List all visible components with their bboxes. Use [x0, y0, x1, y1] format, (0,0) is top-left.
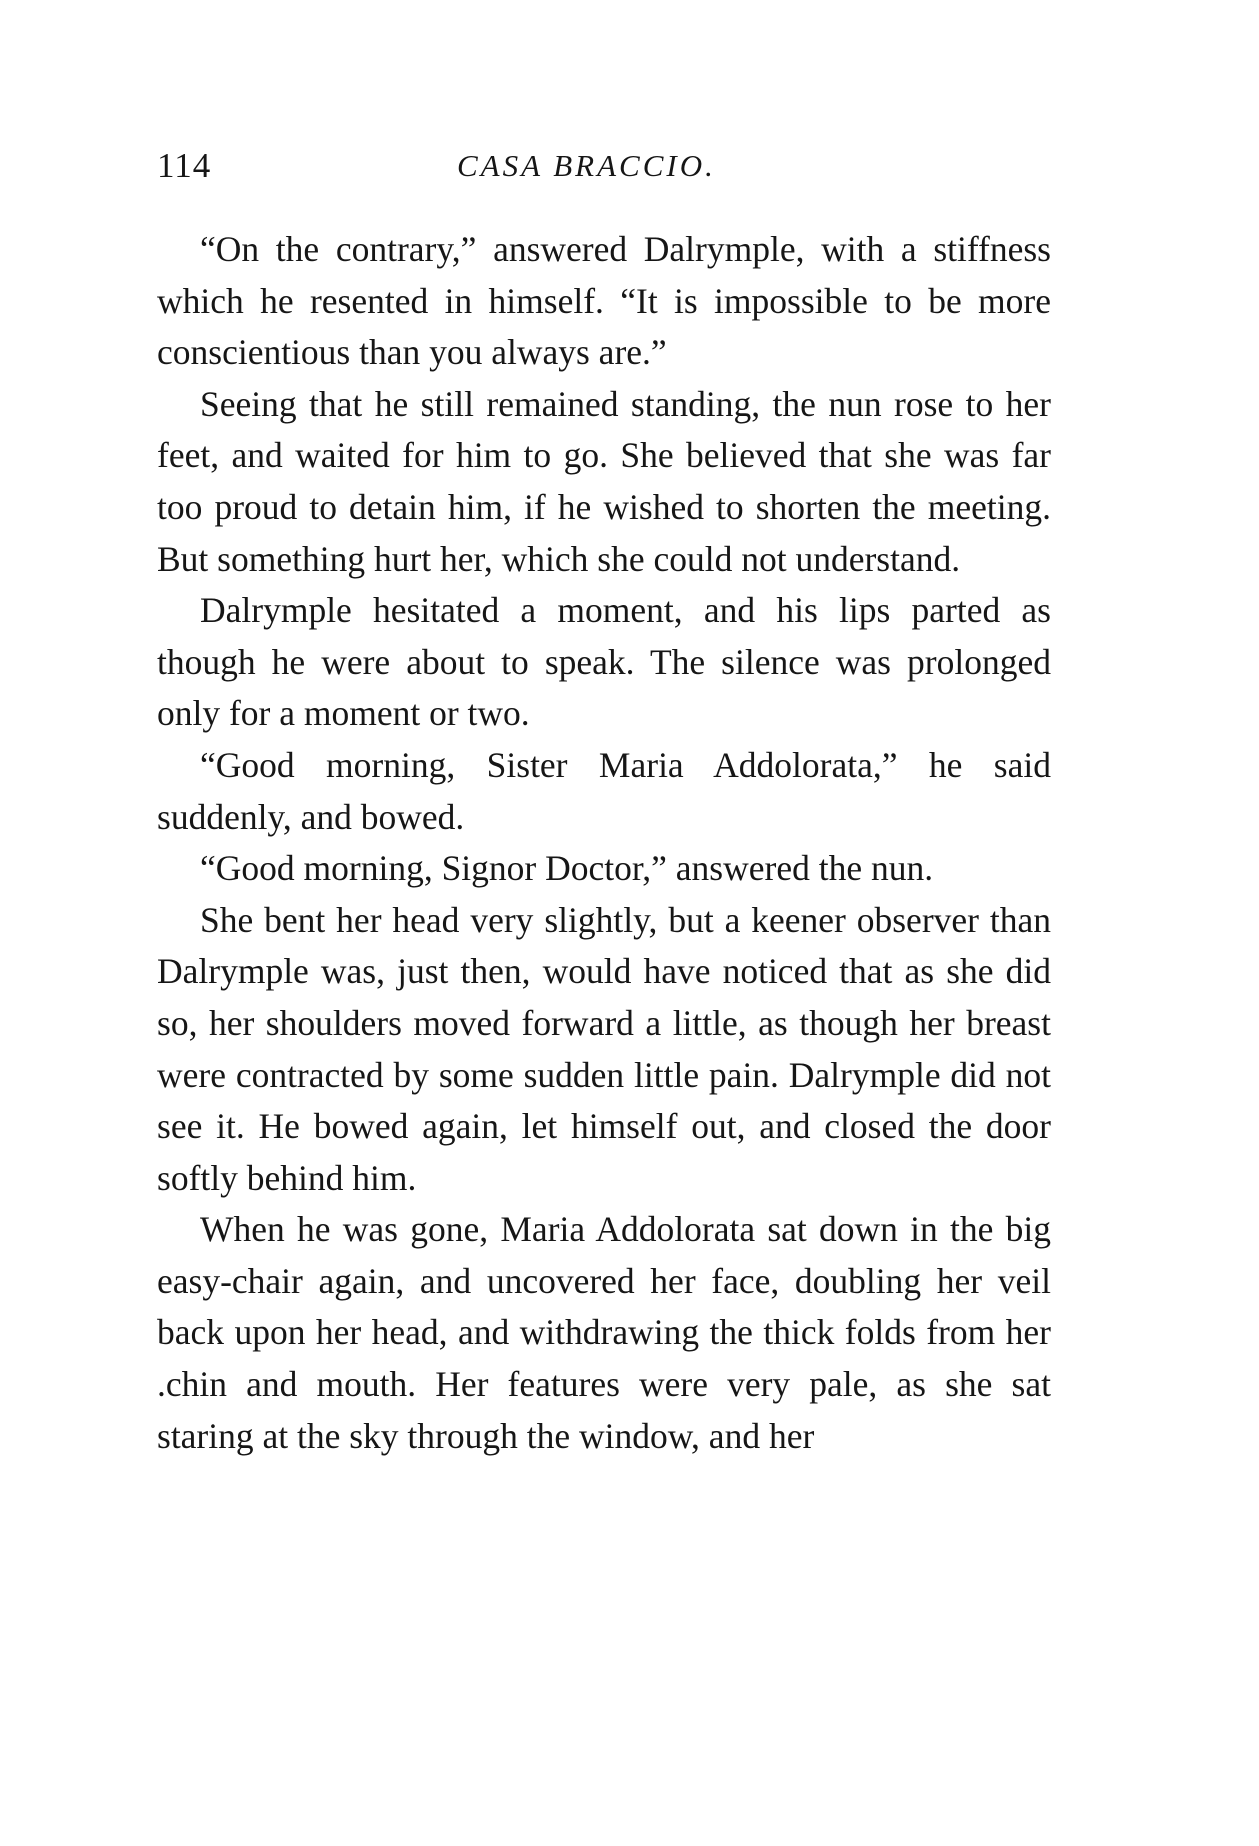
running-title: CASA BRACCIO.: [457, 148, 716, 183]
paragraph-4: “Good morning, Sister Maria Addolorata,” he said suddenly, and bowed.: [157, 744, 1051, 837]
paragraph-6: She bent her head very slightly, but a keener observer than Dalrymple was, just then, would have noticed that as she did so, her shoulders moved forward a little, as though her breast were contracted by some sudden little pain. Dalrymple did not see it. He bowed again, let himself out, and closed the door softly behind him.: [157, 899, 1051, 1198]
page-number: 114: [157, 146, 212, 185]
paragraph-7: When he was gone, Maria Addolorata sat down in the big easy-chair again, and uncovered her face, doubling her veil back upon her head, and withdrawing the thick folds from her .chin and mouth. Her features were very pale, as she sat staring at the sky through the window, and her: [157, 1209, 1051, 1456]
paragraph-5: “Good morning, Signor Doctor,” answered the nun.: [200, 848, 934, 889]
body-text: [157, 224, 1051, 1462]
page-header: [157, 136, 1051, 196]
paragraph-2: Seeing that he still remained standing, the nun rose to her feet, and waited for him to go. She believed that she was far too proud to detain him, if he wished to shorten the meeting. But something hurt her, which she could not understand.: [157, 383, 1051, 579]
paragraph-1: “On the contrary,” answered Dalrymple, with a stiffness which he resented in himself. “It is impossible to be more conscientious than you always are.”: [157, 229, 1051, 373]
paragraph-3: Dalrymple hesitated a moment, and his lips parted as though he were about to speak. The silence was prolonged only for a moment or two.: [157, 590, 1051, 734]
